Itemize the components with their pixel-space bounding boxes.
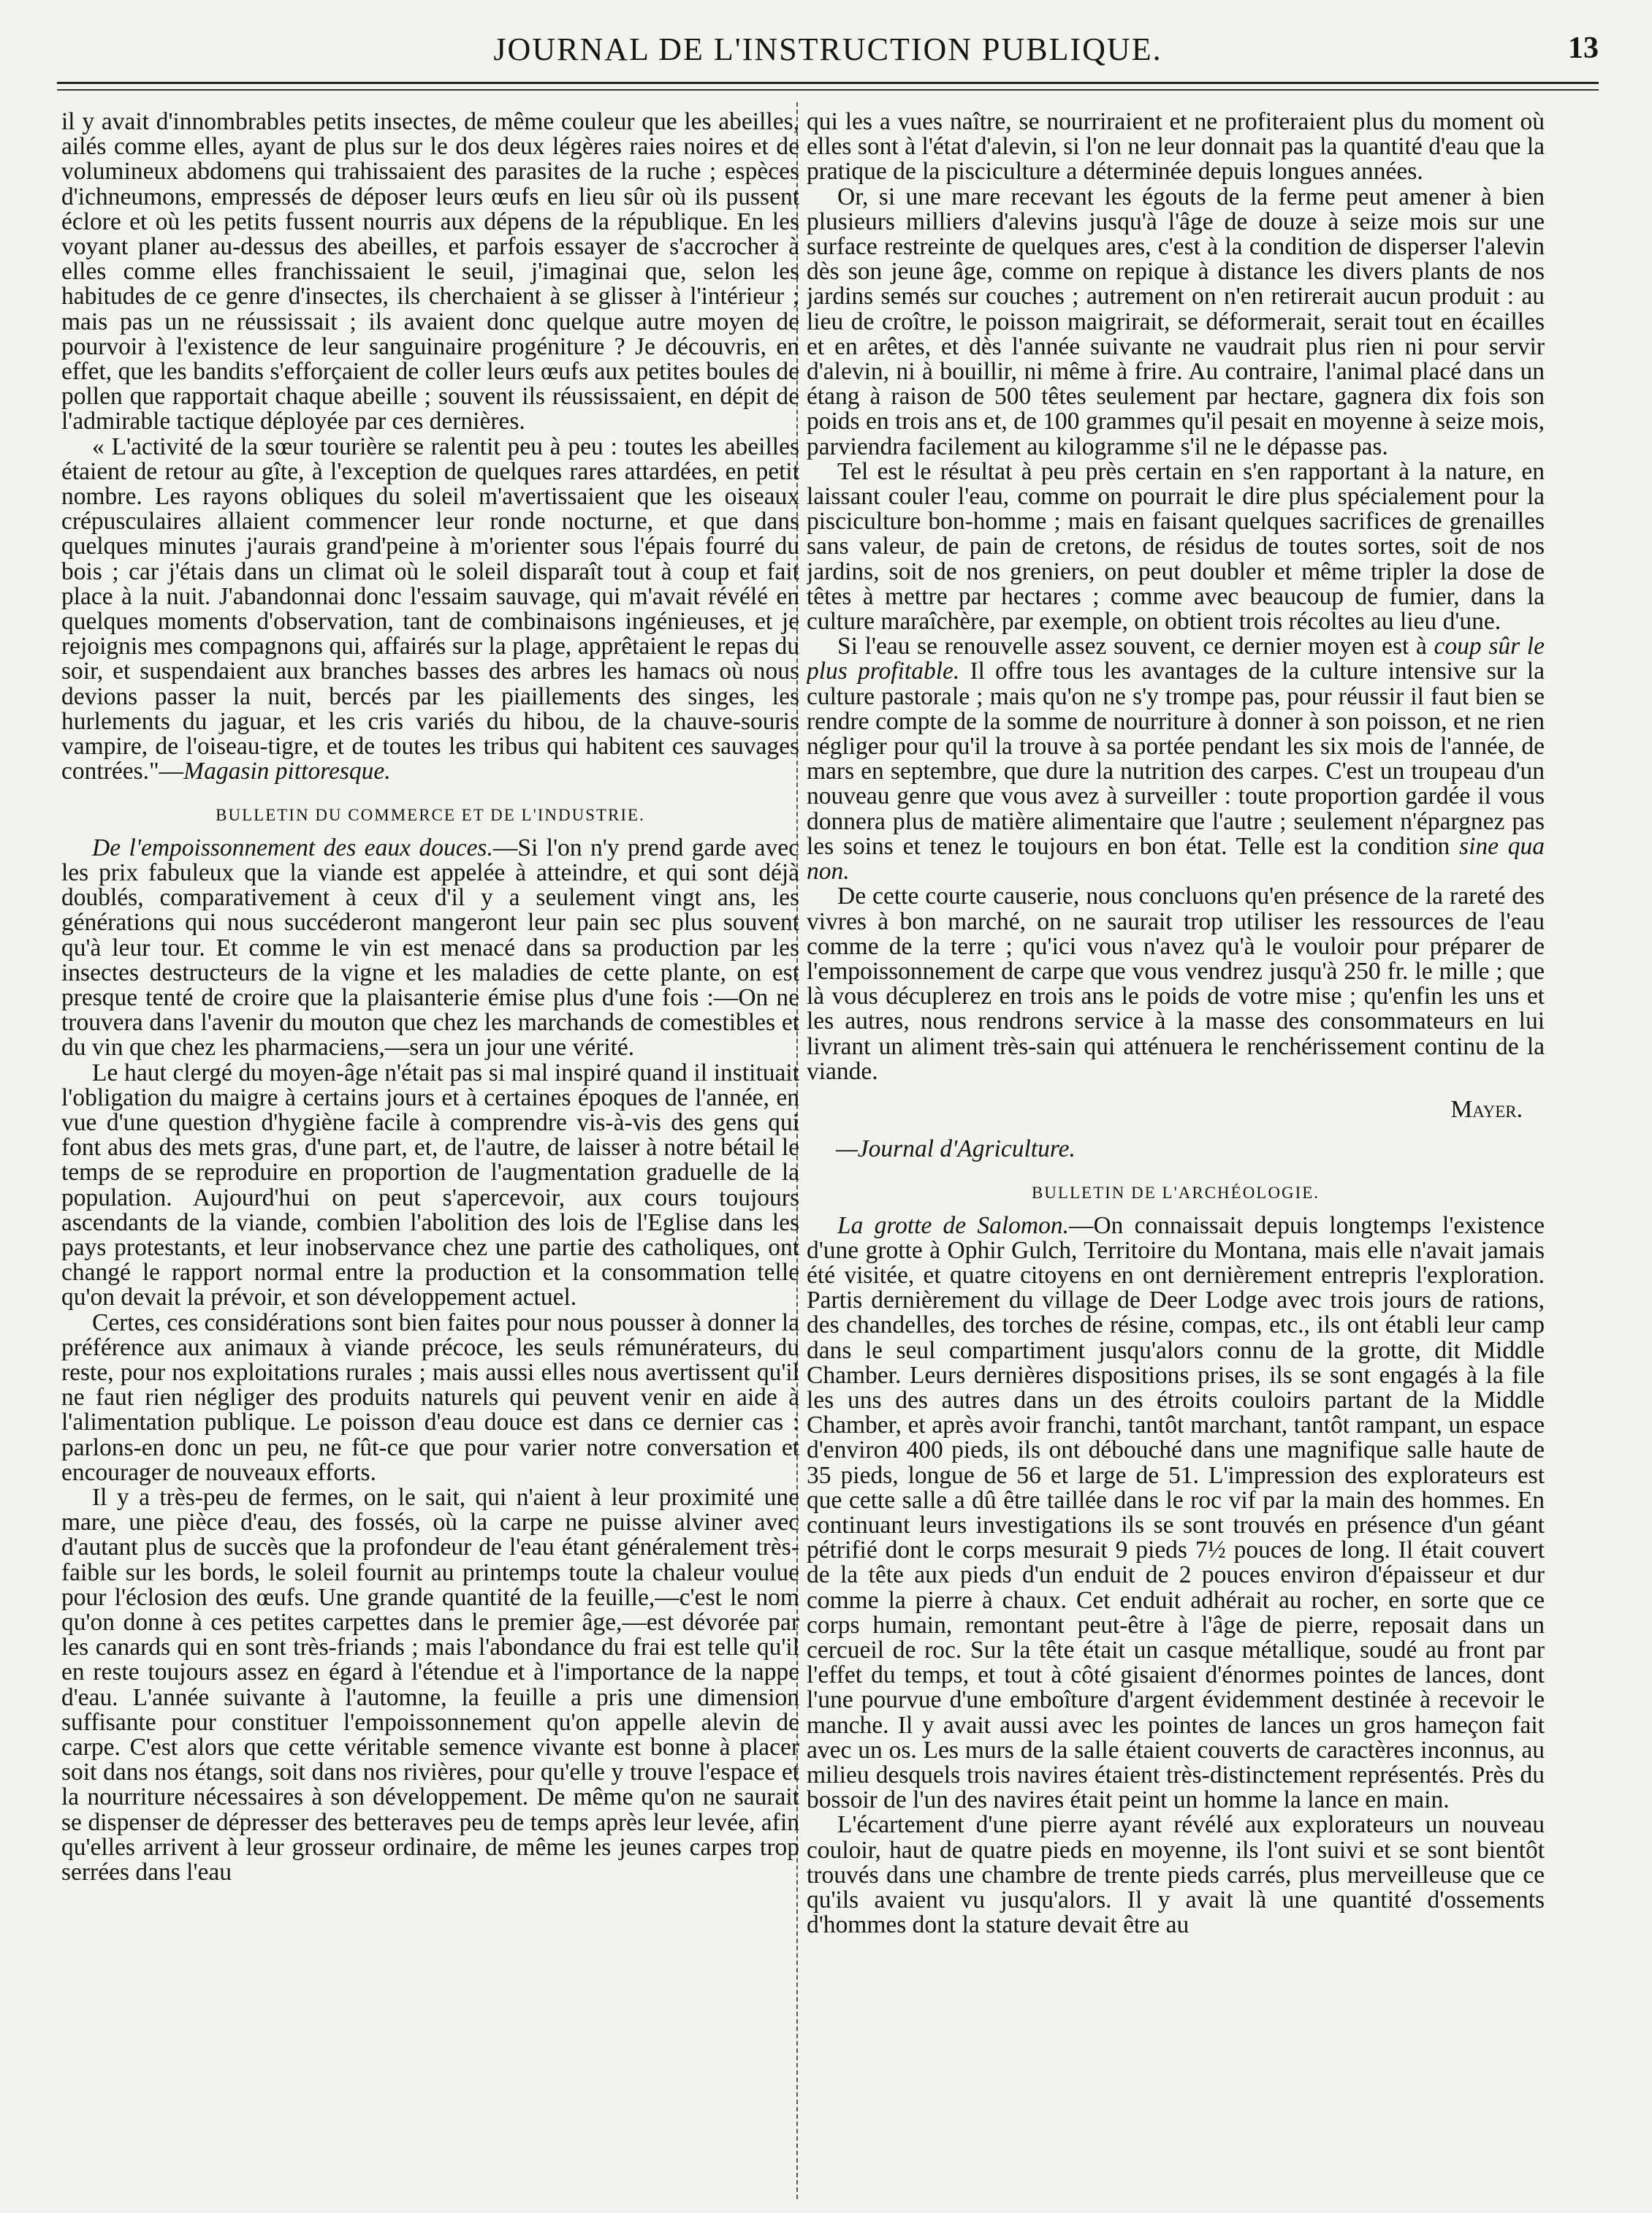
paragraph: Tel est le résultat à peu près certain en s'en rapportant à la nature, en laissant couler l'eau, comme on pourrait le dire plus spécialement pour la pisciculture bon-homme ; mais en faisant quelques sacrifices de grenailles sans valeur, de pain de cretons, de résidus de toutes sortes, soit de nos jardins, soit de nos greniers, on peut doubler et même tripler la dose de têtes à mettre par hectares ; comme avec beaucoup de fumier, dans la culture maraîchère, par exemple, on obtient trois récoltes au lieu d'une. <box>807 457 1545 636</box>
paragraph: il y avait d'innombrables petits insectes, de même couleur que les abeilles, ailés comme elles, ayant de plus sur le dos deux légères raies noires et de volumineux abdomens qui trahissaient des parasites de la ruche ; espèces d'ichneumons, empressés de déposer leurs œufs en lieu sûr où ils pussent éclore et où les petits fussent nourris aux dépens de la république. En les voyant planer au-dessus des abeilles, et parfois essayer de s'accrocher à elles comme elles franchissaient le seuil, j'imaginai que, selon les habitudes de ce genre d'insectes, ils cherchaient à se glisser à l'intérieur ; mais pas un ne réussissait ; ils avaient donc quelque autre moyen de pourvoir à l'existence de leur sanguinaire progéniture ? Je découvris, en effet, que les bandits s'efforçaient de coller leurs œufs aux petites boules de pollen que rapportait chaque abeille ; souvent ils réussissaient, en dépit de l'admirable tactique déployée par ces dernières. <box>61 110 799 435</box>
page-number: 13 <box>1568 31 1599 65</box>
paragraph <box>807 1211 1545 1814</box>
left-column <box>61 110 799 2199</box>
section-heading: BULLETIN DE L'ARCHÉOLOGIE. <box>1031 1184 1320 1203</box>
journal-title: JOURNAL DE L'INSTRUCTION PUBLIQUE. <box>493 31 1162 67</box>
page-header <box>57 22 1599 70</box>
paragraph-text: Il offre tous les avantages de la culture intensive sur la culture pastorale ; mais qu'on ne s'y trompe pas, pour réussir il faut bien se rendre compte de la somme de nourriture à donner à son poisson, et ne rien négliger pour qu'il la trouve à sa portée pendant les six mois de l'année, de mars en septembre, que dure la nutrition des carpes. C'est un troupeau d'un nouveau genre que vous avez à surveiller : toute proportion gardée il vous donnera plus de matière alimentaire que l'autre ; seulement n'épargnez pas les soins et tenez le toujours en bon état. Telle est la condition <box>807 658 1545 860</box>
author-signature: Mayer. <box>1450 1095 1523 1123</box>
paragraph <box>61 836 799 1061</box>
paragraph: Or, si une mare recevant les égouts de la ferme peut amener à bien plusieurs milliers d'alevins jusqu'à l'âge de douze à seize mois sur une surface restreinte de quelques ares, c'est à la condition de disperser l'alevin dès son jeune âge, comme on repique à distance les divers plants de nos jardins semés sur couches ; autrement on n'en retirerait aucun produit : au lieu de croître, le poisson maigrirait, se déformerait, serait tout en écailles et en arêtes, et dès l'année suivante ne vaudrait plus rien ni pour servir d'alevin, ni à bouillir, ni même à frire. Au contraire, l'animal placé dans un étang à raison de 500 têtes seulement par hectare, gagnera dix fois son poids en trois ans et, de 100 grammes qu'il pesait en moyenne à seize mois, parviendra facilement au kilogramme s'il ne le dépasse pas. <box>807 183 1545 460</box>
emphasis: sine qua non. <box>807 832 1545 885</box>
paragraph-text: —On connaissait depuis longtemps l'existence d'une grotte à Ophir Gulch, Territoire du Montana, mais elle n'avait jamais été visitée, et quatre citoyens en ont dernièrement entrepris l'exploration. Partis dernièrement du village de Deer Lodge avec trois jours de rations, des chandelles, des torches de résine, compas, etc., ils ont établi leur camp dans le seul compartiment jusqu'alors connu de la grotte, dit Middle Chamber. Leurs dernières dispositions prises, ils se sont engagés à la file les uns des autres dans un des étroits couloirs partant de la Middle Chamber, et après avoir franchi, tantôt marchant, tantôt rampant, un espace d'environ 400 pieds, ils ont débouché dans une magnifique salle haute de 35 pieds, longue de 56 et large de 51. L'impression des explorateurs est que cette salle a dû être taillée dans le roc vif par la main des hommes. En continuant leurs investigations ils se sont trouvés en présence d'un géant pétrifié dont le corps mesurait 9 pieds 7½ pouces de long. Il était couvert de la tête aux pieds d'un enduit de 2 pouces environ d'épaisseur et dur comme la pierre à chaux. Cet enduit adhérait au rocher, en sorte que ce corps humain, remontant peut-être à l'âge de pierre, reposait dans un cercueil de roc. Sur la tête était un casque métallique, soudé au front par l'effet du temps, et tout à côté gisaient d'énormes pointes de lances, dont l'une pourvue d'une emboîture d'argent évidemment destinée à recevoir le manche. Il y avait aussi avec les pointes de lances un gros hameçon fait avec un os. Les murs de la salle étaient couverts de caractères inconnus, au milieu desquels trois navires étaient très-distinctement représentés. Près du bossoir de l'un des navires était peint un homme la lance en main. <box>807 1211 1545 1814</box>
paragraph: De cette courte causerie, nous concluons qu'en présence de la rareté des vivres à bon marché, on ne saurait trop utiliser les ressources de l'eau comme de la terre ; qu'ici vous n'avez qu'à le vouloir pour préparer de l'empoissonnement de carpe que vous vendrez jusqu'à 250 fr. le mille ; que là vous décuplerez en trois ans le poids de votre mise ; qu'enfin les uns et les autres, nous rendrons service à la masse des consommateurs en lui livrant un aliment très-sain qui atténuera le renchérissement continu de la viande. <box>807 883 1545 1085</box>
article-title: La grotte de Salomon. <box>837 1211 1069 1239</box>
paragraph-text: Si l'eau se renouvelle assez souvent, ce dernier moyen est à <box>837 633 1434 660</box>
paragraph <box>61 435 799 785</box>
paragraph: Certes, ces considérations sont bien faites pour nous pousser à donner la préférence aux animaux à viande précoce, les seuls rémunérateurs, du reste, pour nos exploitations rurales ; mais aussi elles nous avertissent qu'il ne faut rien négliger des produits naturels qui peuvent venir en aide à l'alimentation publique. Le poisson d'eau douce est dans ce dernier cas : parlons-en donc un peu, ne fût-ce que pour varier notre conversation et encourager de nouveaux efforts. <box>61 1309 799 1486</box>
emphasis: coup sûr le plus profitable. <box>807 633 1545 685</box>
paragraph: qui les a vues naître, se nourriraient et ne profiteraient plus du moment où elles sont à l'état d'alevin, si l'on ne leur donnait pas la quantité d'eau que la pratique de la pisciculture a déterminée depuis longues années. <box>807 110 1545 186</box>
paragraph: L'écartement d'une pierre ayant révélé aux explorateurs un nouveau couloir, haut de quatre pieds en moyenne, ils l'ont suivi et se sont bientôt trouvés dans une chambre de trente pieds carrés, plus merveilleuse que ce qu'ils avaient vu jusqu'alors. Il y avait là une quantité d'ossements d'hommes dont la stature devait être au <box>807 1811 1545 1939</box>
paragraph-text: —Si l'on n'y prend garde avec les prix fabuleux que la viande est appelée à atteindre, et qui sont déjà doublés, comparativement à ceux d'il y a seulement vingt ans, les générations qui nous succéderont mangeront leur pain sec plus souvent qu'à leur tour. Et comme le vin est menacé dans sa production par les insectes destructeurs de la vigne et les maladies de cette plante, on est presque tenté de croire que la plaisanterie émise plus d'une fois :—On ne trouvera dans l'avenir du mouton que chez les marchands de comestibles et du vin que chez les pharmaciens,—sera un jour une vérité. <box>61 834 799 1062</box>
section-heading: BULLETIN DU COMMERCE ET DE L'INDUSTRIE. <box>216 806 645 825</box>
article-title: De l'empoissonnement des eaux douces. <box>92 834 493 861</box>
header-rule-thin <box>57 89 1599 91</box>
header-rule <box>57 82 1599 84</box>
source-citation: Magasin pittoresque. <box>183 758 391 785</box>
paragraph-text: « L'activité de la sœur tourière se ralentit peu à peu : toutes les abeilles étaient de retour au gîte, à l'exception de quelques rares attardées, en petit nombre. Les rayons obliques du soleil m'avertissaient que les oiseaux crépusculaires allaient commencer leur ronde nocturne, et que dans quelques minutes j'aurais grand'peine à m'orienter sous l'épais fourré du bois ; car j'étais dans un climat où le soleil disparaît tout à coup et fait place à la nuit. J'abandonnai donc l'essaim sauvage, qui m'avait révélé en quelques moments d'observation, tant de combinaisons ingénieuses, et je rejoignis mes compagnons qui, affairés sur la plage, apprêtaient le repas du soir, et suspendaient aux branches basses des arbres les hamacs où nous devions passer la nuit, bercés par les piaillements des singes, les hurlements du jaguar, et les cris variés du hibou, de la chauve-souris vampire, de l'oiseau-tigre, et de toutes les tribus qui habitent ces sauvages contrées."— <box>61 433 799 785</box>
right-column <box>807 110 1545 2199</box>
paragraph: Le haut clergé du moyen-âge n'était pas si mal inspiré quand il instituait l'obligation du maigre à certains jours et à certaines époques de l'année, en vue d'une question d'hygiène facile à comprendre vis-à-vis des gens qui font abus des mets gras, d'une part, et, de l'autre, de laisser à notre bétail le temps de se reproduire en proportion de l'augmentation graduelle de la population. Aujourd'hui on peut s'apercevoir, aux cours toujours ascendants de la viande, combien l'abolition des lois de l'Eglise dans les pays protestants, et leur inobservance chez une partie des catholiques, ont changé le rapport normal entre la production et la consommation telle qu'on devait la prévoir, et son développement actuel. <box>61 1059 799 1311</box>
source-citation: —Journal d'Agriculture. <box>836 1135 1076 1163</box>
paragraph <box>807 634 1545 884</box>
paragraph: Il y a très-peu de fermes, on le sait, qui n'aient à leur proximité une mare, une pièce d'eau, des fossés, où la carpe ne puisse alviner avec d'autant plus de succès que la profondeur de l'eau étant généralement très-faible sur les bords, le soleil fournit au printemps toute la chaleur voulue pour l'éclosion des œufs. Une grande quantité de la feuille,—c'est le nom qu'on donne à ces petites carpettes dans le premier âge,—est dévorée par les canards qui en sont très-friands ; mais l'abondance du frai est telle qu'il en reste toujours assez en égard à l'étendue et à l'importance de la nappe d'eau. L'année suivante à l'automne, la feuille a pris une dimension suffisante pour constituer l'empoissonnement qu'on appelle alevin de carpe. C'est alors que cette véritable semence vivante est bonne à placer soit dans nos étangs, soit dans nos rivières, pour qu'elle y trouve l'espace et la nourriture nécessaires à son développement. De même qu'on ne saurait se dispenser de dépresser des betteraves peu de temps après leur levée, afin qu'elles arrivent à leur grosseur ordinaire, de même les jeunes carpes trop serrées dans l'eau <box>61 1483 799 1886</box>
